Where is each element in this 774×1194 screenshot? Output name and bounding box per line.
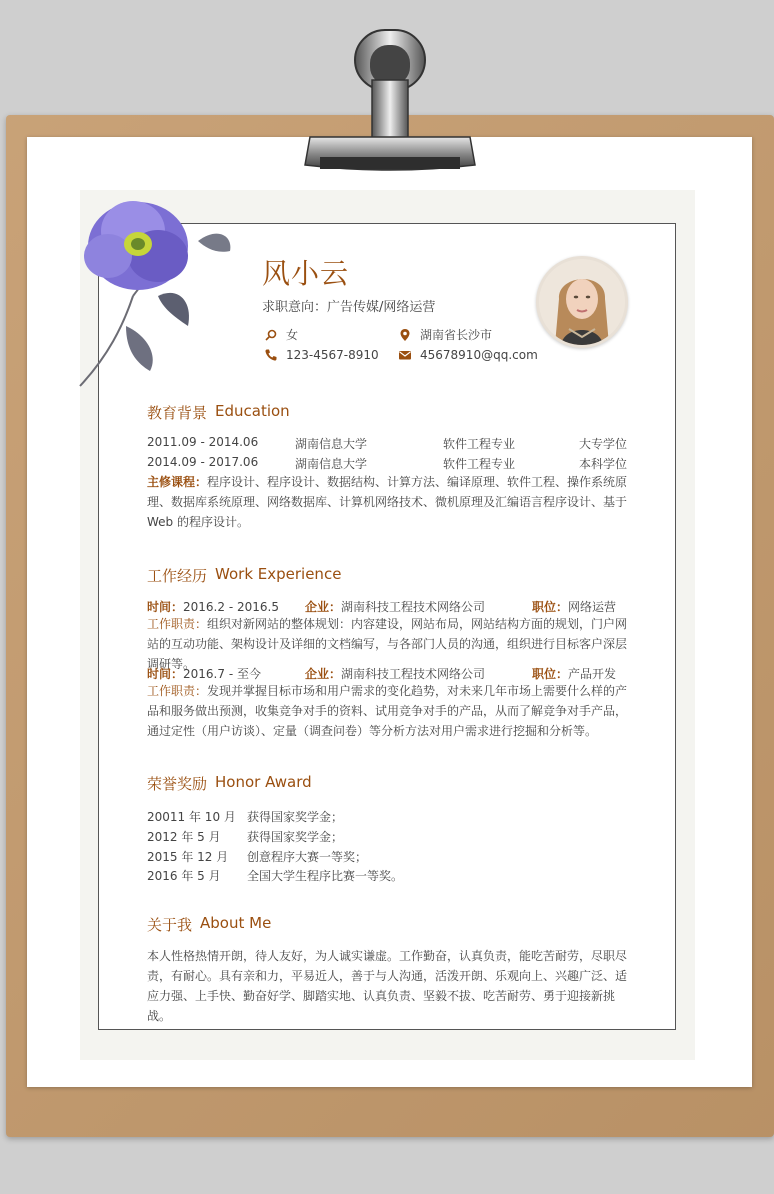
duty-label: 工作职责： [147,684,208,698]
about-title-en: About Me [200,914,272,932]
portrait-photo-icon [539,259,625,345]
about-heading [147,914,271,935]
job-company-value: 湖南科技工程技术网络公司 [341,600,486,614]
courses-text: 程序设计、程序设计、数据结构、计算方法、编译原理、软件工程、操作系统原理、数据库系统原理、网络数据库、计算机网络技术、微机原理及汇编语言程序设计、基于 Web 的程序设计。 [147,475,628,529]
honor-date: 2012 年 5 月 [147,830,221,844]
phone-icon [264,348,278,362]
work-title-cn: 工作经历 [147,567,208,585]
flower-decoration-icon [78,186,238,391]
job-company [305,665,485,682]
job-company-value: 湖南科技工程技术网络公司 [341,667,486,681]
honor-text: 创意程序大赛一等奖； [247,850,368,864]
edu-degree: 大专学位 [579,437,628,451]
gender-text: 女 [286,328,299,342]
position-label: 职位： [532,600,569,614]
phone-text: 123-4567-8910 [286,348,379,362]
honor-title-en: Honor Award [215,773,312,791]
location-pin-icon [398,328,412,342]
location-info [398,326,492,343]
job-time [147,598,279,615]
honor-item [147,808,547,824]
edu-period: 2011.09 - 2014.06 [147,435,259,449]
education-heading [147,402,290,423]
honor-date: 20011 年 10 月 [147,810,236,824]
job-company [305,598,485,615]
honor-text: 全国大学生程序比赛一等奖。 [247,869,404,883]
job-meta-row [147,665,627,681]
job-time [147,665,261,682]
honor-date: 2015 年 12 月 [147,850,229,864]
honor-text: 获得国家奖学金； [247,830,344,844]
job-duty-text: 组织对新网站的整体规划：内容建设，网站布局，网站结构方面的规划，门户网站的互动功能、架构设计及详细的文档编写，与各部门人员的沟通，组织进行目标客户深层调研等。 [147,617,628,671]
location-text: 湖南省长沙市 [420,328,493,342]
edu-major: 软件工程专业 [443,437,516,451]
honor-item [147,828,547,844]
education-title-cn: 教育背景 [147,404,208,422]
honor-title-cn: 荣誉奖励 [147,775,208,793]
job-position [532,665,616,682]
job-position-value: 网络运营 [568,600,617,614]
education-row [147,455,627,471]
honor-heading [147,773,312,794]
honor-item [147,867,547,883]
about-paragraph: 本人性格热情开朗，待人友好，为人诚实谦虚。工作勤奋，认真负责，能吃苦耐劳，尽职尽责，有耐心。具有亲和力，平易近人，善于与人沟通，活泼开朗、乐观向上、兴趣广泛、适应力强、上手快、勤奋好学、脚踏实地、认真负责、坚毅不拔、吃苦耐劳、勇于迎接新挑战。 [147,949,628,1023]
gender-icon [264,328,278,342]
email-icon [398,348,412,362]
edu-degree: 本科学位 [579,457,628,471]
binder-clip-icon [300,25,480,180]
edu-school: 湖南信息大学 [295,437,368,451]
edu-period: 2014.09 - 2017.06 [147,455,259,469]
job-time-value: 2016.7 - 至今 [183,667,261,681]
courses-paragraph [147,472,637,532]
time-label: 时间： [147,600,184,614]
honor-text: 获得国家奖学金； [247,810,344,824]
job-position-value: 产品开发 [568,667,617,681]
job-position [532,598,616,615]
email-info [398,348,538,362]
edu-school: 湖南信息大学 [295,457,368,471]
job-duty-text: 发现并掌握目标市场和用户需求的变化趋势，对未来几年市场上需要什么样的产品和服务做出预测，收集竞争对手的资料、试用竞争对手的产品，从而了解竞争对手产品，通过定性（用户访谈）、定量（调查问卷）等分析方法对用户需求进行挖掘和分析等。 [147,684,628,738]
email-text: 45678910@qq.com [420,348,538,362]
company-label: 企业： [305,667,342,681]
education-row [147,435,627,451]
education-title-en: Education [215,402,290,420]
job-duty [147,681,632,741]
candidate-name: 风小云 [262,257,350,290]
work-title-en: Work Experience [215,565,342,583]
position-label: 职位： [532,667,569,681]
time-label: 时间： [147,667,184,681]
work-heading [147,565,341,586]
phone-info [264,348,379,362]
job-time-value: 2016.2 - 2016.5 [183,600,279,614]
honor-date: 2016 年 5 月 [147,869,221,883]
job-meta-row [147,598,627,614]
job-intent: 求职意向：广告传媒/网络运营 [262,300,436,315]
honor-item [147,848,547,864]
avatar [536,256,628,348]
company-label: 企业： [305,600,342,614]
edu-major: 软件工程专业 [443,457,516,471]
duty-label: 工作职责： [147,617,208,631]
courses-label: 主修课程： [147,475,208,489]
about-title-cn: 关于我 [147,916,193,934]
gender-info [264,326,298,343]
